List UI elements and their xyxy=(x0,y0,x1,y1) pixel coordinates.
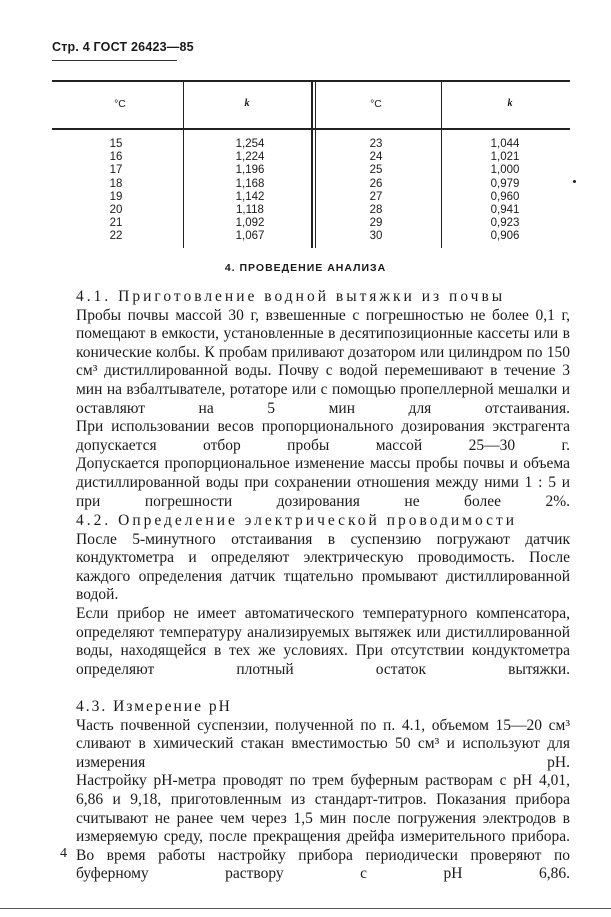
table-cell: 1,118 xyxy=(236,203,264,216)
table-cell: 1,168 xyxy=(235,177,265,190)
section-4-3 xyxy=(52,698,570,884)
table-cell: 23 xyxy=(369,138,383,150)
table-cell: 21 xyxy=(109,217,123,230)
paragraph-4-3-1: Часть почвенной суспензии, полученной по п. 4.1, объемом 15—20 см³ сливают в химический стакан вместимостью 50 см³ и используют для измерения pH. xyxy=(76,716,570,771)
table-cell: 17 xyxy=(109,164,123,177)
table-cell: 0,941 xyxy=(490,203,520,216)
table-header-k-2: k xyxy=(507,98,513,109)
table-cell: 26 xyxy=(369,177,383,190)
table-cell: 16 xyxy=(109,151,123,164)
table-cell: 1,254 xyxy=(235,138,265,150)
table-cell: 0,979 xyxy=(490,177,520,190)
table-cell: 19 xyxy=(109,190,123,203)
table-column-k-1 xyxy=(220,138,280,244)
page-number: 4 xyxy=(60,846,67,861)
table-vline-2 xyxy=(311,80,313,248)
table-column-k-2 xyxy=(475,138,535,244)
page-bottom-rule xyxy=(0,908,611,909)
table-cell: 1,142 xyxy=(235,190,265,203)
table-cell: 18 xyxy=(109,177,123,190)
section-4-1 xyxy=(52,288,570,511)
paragraph-4-2-2: Если прибор не имеет автоматического температурного компенсатора, определяют температуру анализируемых вытяжек или дистиллированной воды, находящейся в тех же условиях. При отсутствии кондуктометра определяют плотный остаток вытяжки. xyxy=(76,604,570,678)
section-heading-4-3: 4.3. Измерение pH xyxy=(76,698,232,715)
table-cell: 1,044 xyxy=(490,138,520,150)
header-rule xyxy=(52,60,177,61)
table-cell: 1,092 xyxy=(235,217,265,230)
table-column-temp-1 xyxy=(86,138,146,244)
table-cell: 0,923 xyxy=(490,217,520,230)
paragraph-4-2-1: После 5-минутного отстаивания в суспензию погружают датчик кондуктометра и определяют электрическую проводимость. После каждого определения датчик тщательно промывают дистиллированной водой. xyxy=(76,530,570,604)
section-4-2 xyxy=(52,512,570,679)
table-vline-4 xyxy=(441,80,442,248)
table-cell: 1,224 xyxy=(235,151,265,164)
table-cell: 15 xyxy=(109,138,123,150)
table-cell: 28 xyxy=(369,203,383,216)
table-vline-3 xyxy=(315,80,316,248)
page-header: Стр. 4 ГОСТ 26423—85 xyxy=(52,40,194,54)
table-cell: 1,196 xyxy=(235,164,265,177)
table-cell: 1,021 xyxy=(490,151,520,164)
table-column-temp-2 xyxy=(346,138,406,244)
table-header-temp-2: °C xyxy=(370,98,382,110)
paragraph-4-1-2: При использовании весов пропорционального дозирования экстрагента допускается отбор пробы массой 25—30 г. xyxy=(76,418,570,454)
section-title: 4. ПРОВЕДЕНИЕ АНАЛИЗА xyxy=(224,262,387,274)
table-cell: 29 xyxy=(369,217,383,230)
section-heading-4-2: 4.2. Определение электрической проводимости xyxy=(76,512,518,529)
paragraph-4-1-1: Пробы почвы массой 30 г, взвешенные с погрешностью не более 0,1 г, помещают в емкости, установленные в десятипозиционные кассеты или в конические колбы. К пробам приливают дозатором или цилиндром по 150 см³ дистиллированной воды. Почву с водой перемешивают в течение 3 мин на взбалтывателе, ротаторе или с помощью пропеллерной мешалки и оставляют на 5 мин для отстаивания. xyxy=(76,306,570,417)
table-cell: 24 xyxy=(369,151,383,164)
table-header-k-1: k xyxy=(244,98,250,109)
paragraph-4-3-2: Настройку pH-метра проводят по трем буферным растворам с pH 4,01, 6,86 и 9,18, приготовленным из стандарт-титров. Показания прибора считывают не ранее чем через 1,5 мин после погружения электродов в измеряемую среду, после прекращения дрейфа измерительного прибора. Во время работы настройку прибора периодически проверяют по буферному раствору с pH 6,86. xyxy=(76,772,570,883)
table-cell: 25 xyxy=(369,164,383,177)
table-cell: 30 xyxy=(369,230,383,243)
table-cell: 22 xyxy=(109,230,123,243)
speck-mark xyxy=(573,180,576,183)
table-header-temp-1: °C xyxy=(114,98,126,110)
table-cell: 1,000 xyxy=(490,164,520,177)
section-heading-4-1: 4.1. Приготовление водной вытяжки из почвы xyxy=(76,288,506,305)
table-cell: 0,906 xyxy=(490,230,520,243)
table-vline-1 xyxy=(183,80,184,248)
table-cell: 20 xyxy=(109,203,123,216)
table-cell: 1,067 xyxy=(235,230,265,243)
paragraph-4-1-3: Допускается пропорциональное изменение массы пробы почвы и объема дистиллированной воды при сохранении отношения между ними 1 : 5 и при погрешности дозирования не более 2%. xyxy=(76,455,570,510)
table-cell: 27 xyxy=(369,190,383,203)
table-cell: 0,960 xyxy=(490,190,520,203)
